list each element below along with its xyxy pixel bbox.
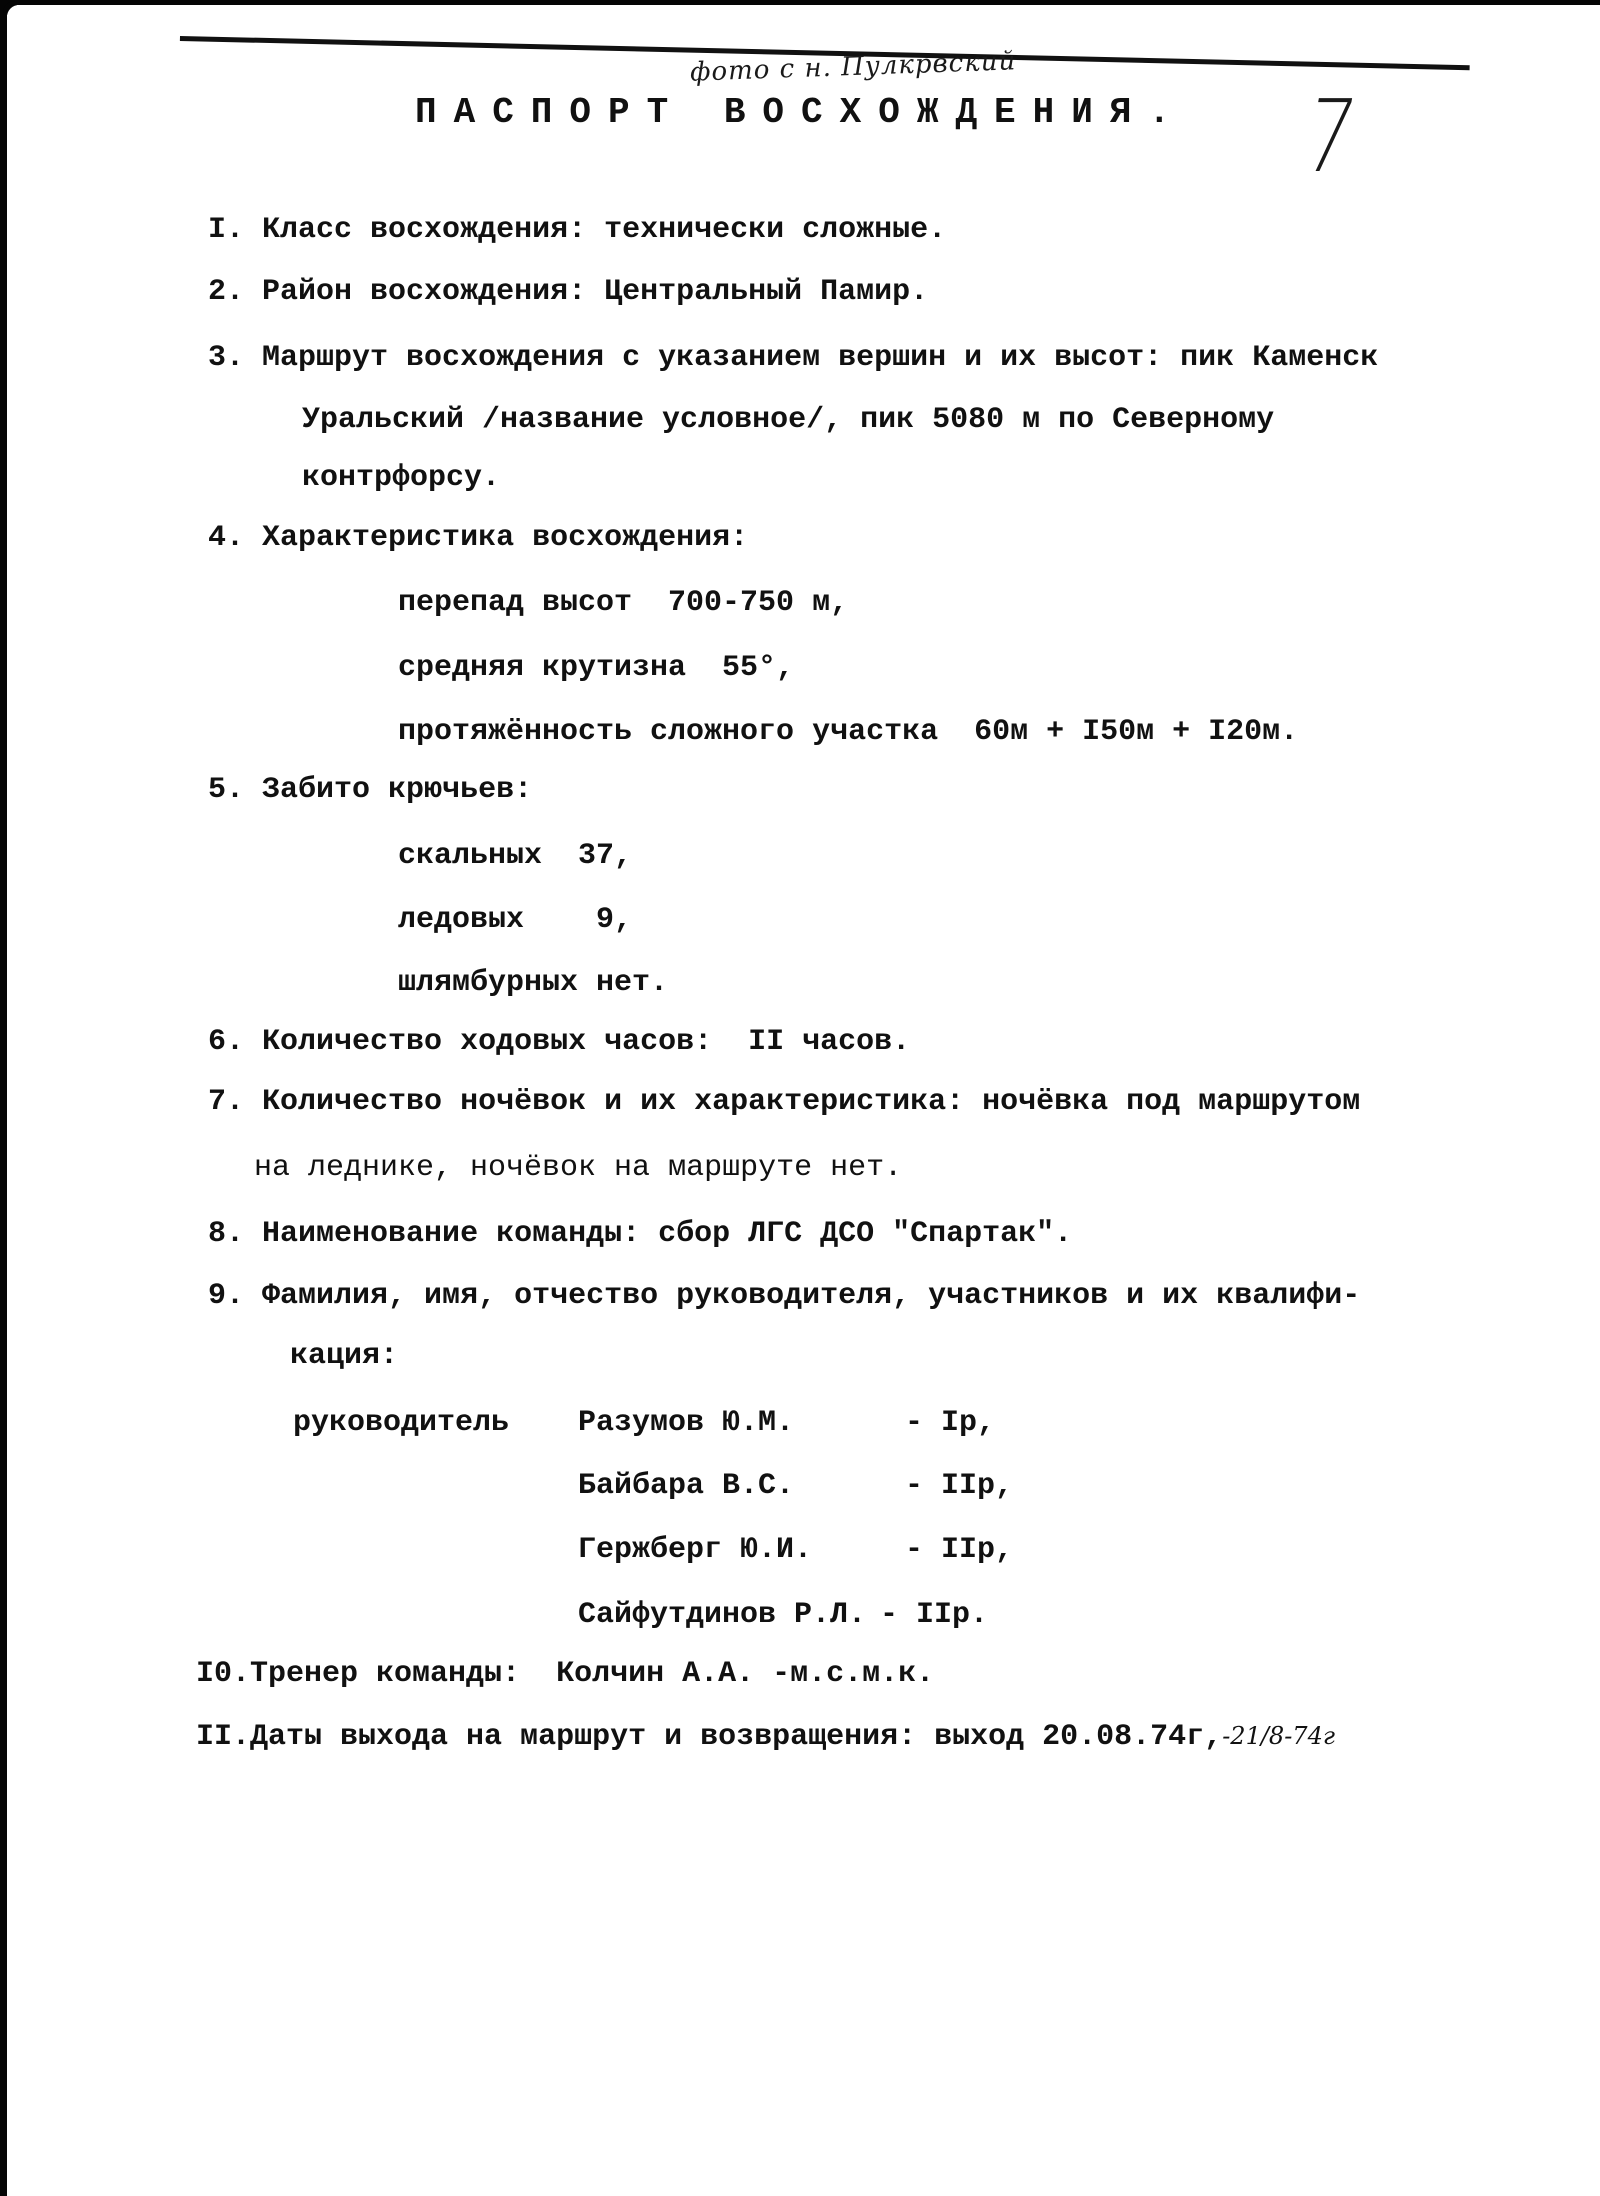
item-number: I.: [208, 213, 245, 247]
scan-edge-left: [0, 0, 7, 2196]
document-title: ПАСПОРТ ВОСХОЖДЕНИЯ.: [415, 92, 1188, 133]
member-name: Байбара В.С.: [578, 1469, 795, 1503]
item-text: Фамилия, имя, отчество руководителя, участников и их квалифи-: [262, 1279, 1361, 1313]
item-text: Класс восхождения: технически сложные.: [262, 213, 947, 247]
item-11: [196, 1718, 1335, 1755]
item-4-detail: перепад высот 700-750 м,: [398, 586, 849, 620]
item-number: II.: [196, 1720, 251, 1754]
item-4-detail: средняя крутизна 55°,: [398, 651, 795, 685]
member-name: Сайфутдинов Р.Л.: [578, 1598, 867, 1632]
item-10: [196, 1656, 934, 1692]
handwritten-return-date: -21/8-74г: [1222, 1722, 1335, 1750]
item-text: Характеристика восхождения:: [262, 521, 749, 555]
item-3-continuation: Уральский /название условное/, пик 5080 м по Северному: [302, 403, 1275, 437]
member-rank: - IIр.: [880, 1598, 989, 1632]
item-2: [208, 274, 928, 310]
item-number: 7.: [208, 1085, 245, 1119]
item-number: 6.: [208, 1025, 245, 1059]
item-number: 4.: [208, 521, 245, 555]
item-9-continuation: кация:: [290, 1339, 399, 1373]
member-rank: - IIр,: [905, 1469, 1014, 1503]
item-text: Маршрут восхождения с указанием вершин и их высот: пик Каменск: [262, 341, 1379, 375]
item-number: 3.: [208, 341, 245, 375]
item-5-detail: ледовых 9,: [398, 903, 633, 937]
item-number: 8.: [208, 1217, 245, 1251]
item-number: I0.: [196, 1657, 251, 1691]
scan-corner: [7, 5, 21, 19]
item-5: [208, 772, 532, 808]
item-5-detail: шлямбурных нет.: [398, 966, 669, 1000]
item-text: Количество ходовых часов: II часов.: [262, 1025, 911, 1059]
item-7-continuation: на леднике, ночёвок на маршруте нет.: [254, 1151, 903, 1185]
item-number: 2.: [208, 275, 245, 309]
item-7: [208, 1084, 1360, 1120]
item-9: [208, 1278, 1360, 1314]
handwritten-annotation: фото с н. Пулкрвский: [689, 46, 1017, 88]
member-rank: - IIр,: [905, 1533, 1014, 1567]
item-text: Количество ночёвок и их характеристика: ночёвка под маршрутом: [262, 1085, 1361, 1119]
member-rank: - Iр,: [905, 1406, 996, 1440]
page-number: 7: [1295, 78, 1364, 195]
item-4: [208, 520, 748, 556]
member-name: Гержберг Ю.И.: [578, 1533, 813, 1567]
item-4-detail: протяжённость сложного участка 60м + I50м + I20м.: [398, 715, 1299, 749]
member-name: Разумов Ю.М.: [578, 1406, 795, 1440]
item-text: Район восхождения: Центральный Памир.: [262, 275, 929, 309]
item-3-continuation: контрфорсу.: [302, 461, 501, 495]
item-3: [208, 340, 1378, 376]
item-text: Наименование команды: сбор ЛГС ДСО "Спартак".: [262, 1217, 1073, 1251]
item-5-detail: скальных 37,: [398, 839, 633, 873]
item-number: 9.: [208, 1279, 245, 1313]
item-number: 5.: [208, 773, 245, 807]
scan-edge-top: [0, 0, 1600, 5]
leader-label: руководитель: [293, 1406, 510, 1440]
item-6: [208, 1024, 910, 1060]
item-text: Тренер команды: Колчин А.А. -м.с.м.к.: [250, 1657, 935, 1691]
item-1: [208, 212, 946, 248]
item-8: [208, 1216, 1072, 1252]
item-text: Забито крючьев:: [262, 773, 533, 807]
item-text: Даты выхода на маршрут и возвращения: выход 20.08.74г,: [250, 1720, 1223, 1754]
